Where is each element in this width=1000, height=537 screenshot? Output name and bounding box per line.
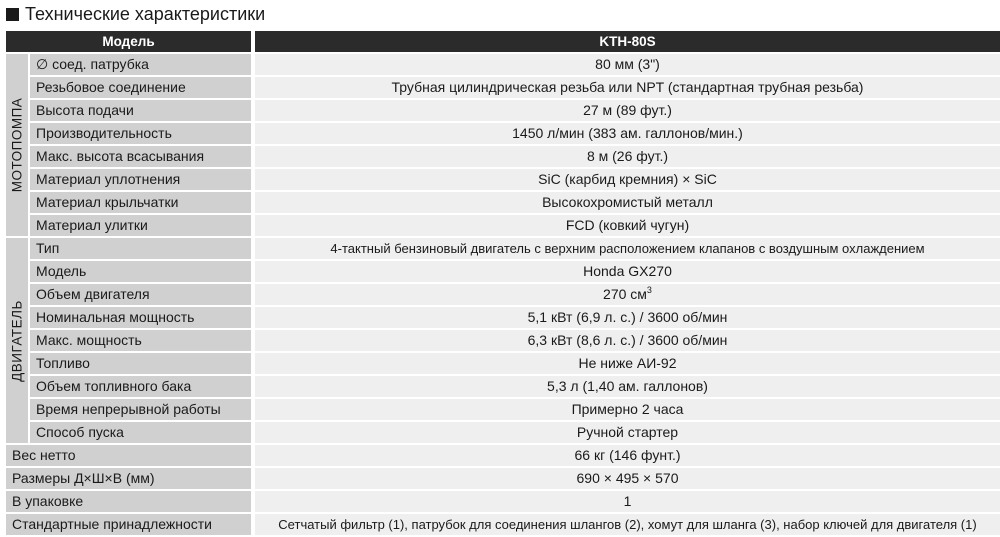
spec-label: Макс. мощность [30, 330, 251, 353]
spec-row [6, 330, 1000, 353]
spec-label: Высота подачи [30, 100, 251, 123]
spec-row [6, 238, 1000, 261]
spec-value-text: 270 см [603, 286, 647, 302]
spec-value: 66 кг (146 фунт.) [255, 445, 1000, 468]
spec-label: Объем топливного бака [30, 376, 251, 399]
spec-row [6, 77, 1000, 100]
spec-value [255, 169, 1000, 192]
spec-label: В упаковке [6, 491, 251, 514]
spec-value-text: SiC (карбид кремния) × SiC [538, 171, 717, 187]
spec-value [255, 307, 1000, 330]
spec-row [6, 376, 1000, 399]
spec-value [255, 238, 1000, 261]
spec-row [6, 445, 1000, 468]
spec-label: Производительность [30, 123, 251, 146]
spec-row [6, 169, 1000, 192]
spec-value-text: 5,3 л (1,40 ам. галлонов) [547, 378, 708, 394]
spec-row [6, 307, 1000, 330]
spec-value-text: FCD (ковкий чугун) [565, 217, 690, 233]
spec-label: Время непрерывной работы [30, 399, 251, 422]
spec-value [255, 77, 1000, 100]
pump-group-label-text: МОТОПОМПА [9, 97, 25, 193]
spec-value-text: Не ниже АИ-92 [578, 355, 677, 371]
spec-value [255, 353, 1000, 376]
header-row [6, 31, 1000, 54]
spec-row [6, 54, 1000, 77]
spec-value-text: 4-тактный бензиновый двигатель с верхним расположением клапанов с воздушным охлаждением [330, 241, 925, 256]
spec-value-text: 8 м (26 фут.) [586, 148, 669, 164]
spec-row [6, 284, 1000, 307]
spec-row [6, 261, 1000, 284]
spec-value-text: Honda GX270 [583, 263, 672, 279]
spec-table [6, 31, 1000, 537]
section-title [6, 3, 265, 25]
spec-label: Тип [30, 238, 251, 261]
spec-row [6, 100, 1000, 123]
spec-value [255, 100, 1000, 123]
spec-value [255, 399, 1000, 422]
spec-label: Объем двигателя [30, 284, 251, 307]
spec-row [6, 514, 1000, 537]
spec-table-body [6, 54, 1000, 537]
spec-value-text: Ручной стартер [576, 424, 679, 440]
spec-row [6, 215, 1000, 238]
square-bullet-icon [6, 8, 19, 21]
spec-value-text: 80 мм (3") [595, 56, 660, 72]
spec-label: Материал уплотнения [30, 169, 251, 192]
spec-value [255, 215, 1000, 238]
engine-group-label-text: ДВИГАТЕЛЬ [9, 299, 25, 382]
spec-value: Сетчатый фильтр (1), патрубок для соединения шлангов (2), хомут для шланга (3), набор ключей для двигателя (1) [255, 514, 1000, 537]
spec-value-text: 5,1 кВт (6,9 л. с.) / 3600 об/мин [527, 309, 728, 325]
spec-value [255, 284, 1000, 307]
spec-value [255, 192, 1000, 215]
spec-value [255, 146, 1000, 169]
spec-value [255, 422, 1000, 445]
spec-value-text: Трубная цилиндрическая резьба или NPT (стандартная трубная резьба) [391, 79, 864, 95]
spec-row [6, 399, 1000, 422]
spec-row [6, 123, 1000, 146]
spec-value-text: 6,3 кВт (8,6 л. с.) / 3600 об/мин [527, 332, 728, 348]
spec-label: Материал крыльчатки [30, 192, 251, 215]
spec-label: Размеры Д×Ш×В (мм) [6, 468, 251, 491]
spec-value: 690 × 495 × 570 [255, 468, 1000, 491]
spec-value-text: 1450 л/мин (383 ам. галлонов/мин.) [512, 125, 743, 141]
spec-value-text: Высокохромистый металл [542, 194, 713, 210]
header-model-label: Модель [6, 31, 251, 54]
spec-row [6, 422, 1000, 445]
spec-value [255, 330, 1000, 353]
header-model-value: KTH-80S [255, 31, 1000, 54]
spec-label: Номинальная мощность [30, 307, 251, 330]
spec-value [255, 123, 1000, 146]
spec-value [255, 54, 1000, 77]
spec-label: Резьбовое соединение [30, 77, 251, 100]
spec-label: Стандартные принадлежности [6, 514, 251, 537]
spec-label: Вес нетто [6, 445, 251, 468]
spec-value [255, 376, 1000, 399]
spec-row [6, 353, 1000, 376]
spec-value: 1 [255, 491, 1000, 514]
spec-value-text: Примерно 2 часа [571, 401, 684, 417]
spec-row [6, 491, 1000, 514]
section-title-text: Технические характеристики [25, 3, 266, 24]
spec-label: Макс. высота всасывания [30, 146, 251, 169]
engine-group-label [6, 238, 30, 445]
spec-label: Топливо [30, 353, 251, 376]
spec-label: Материал улитки [30, 215, 251, 238]
spec-value [255, 261, 1000, 284]
spec-value-text: 27 м (89 фут.) [583, 102, 672, 118]
spec-label: Модель [30, 261, 251, 284]
spec-label: Способ пуска [30, 422, 251, 445]
unit-superscript: 3 [646, 285, 652, 295]
spec-row [6, 468, 1000, 491]
spec-label: ∅ соед. патрубка [30, 54, 251, 77]
pump-group-label [6, 54, 30, 238]
spec-row [6, 192, 1000, 215]
spec-row [6, 146, 1000, 169]
